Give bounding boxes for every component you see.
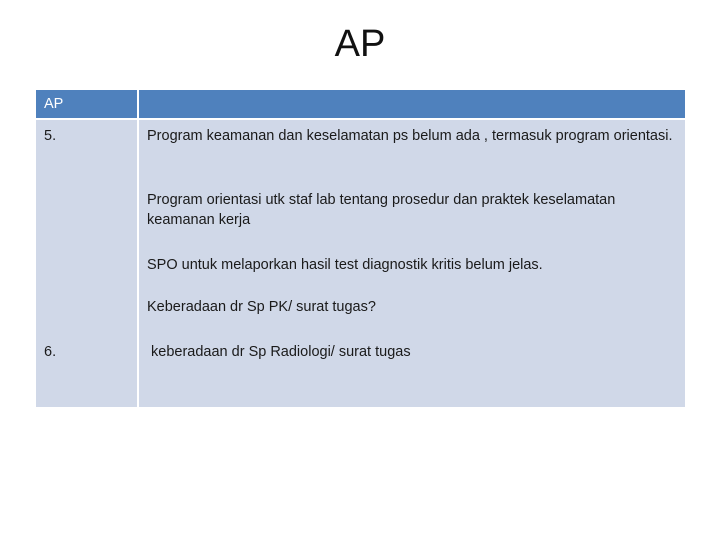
table-findings-column xyxy=(139,120,685,407)
slide-title: AP xyxy=(334,23,386,65)
findings-table xyxy=(36,90,685,407)
row-number-6: 6. xyxy=(44,344,57,360)
finding-critical-test-spo: SPO untuk melaporkan hasil test diagnostik kritis belum jelas. xyxy=(147,257,543,273)
table-number-column xyxy=(36,120,137,407)
finding-sp-radiologi: keberadaan dr Sp Radiologi/ surat tugas xyxy=(147,344,411,360)
table-header-cell-empty xyxy=(139,90,685,118)
finding-orientation-program: Program orientasi utk staf lab tentang prosedur dan praktek keselamatan keamanan kerja xyxy=(147,192,616,228)
row-number-5: 5. xyxy=(44,128,57,144)
finding-sp-pk: Keberadaan dr Sp PK/ surat tugas? xyxy=(147,299,376,315)
finding-safety-program: Program keamanan dan keselamatan ps belum ada , termasuk program orientasi. xyxy=(147,128,673,144)
table-header-cell-ap: AP xyxy=(36,90,137,118)
